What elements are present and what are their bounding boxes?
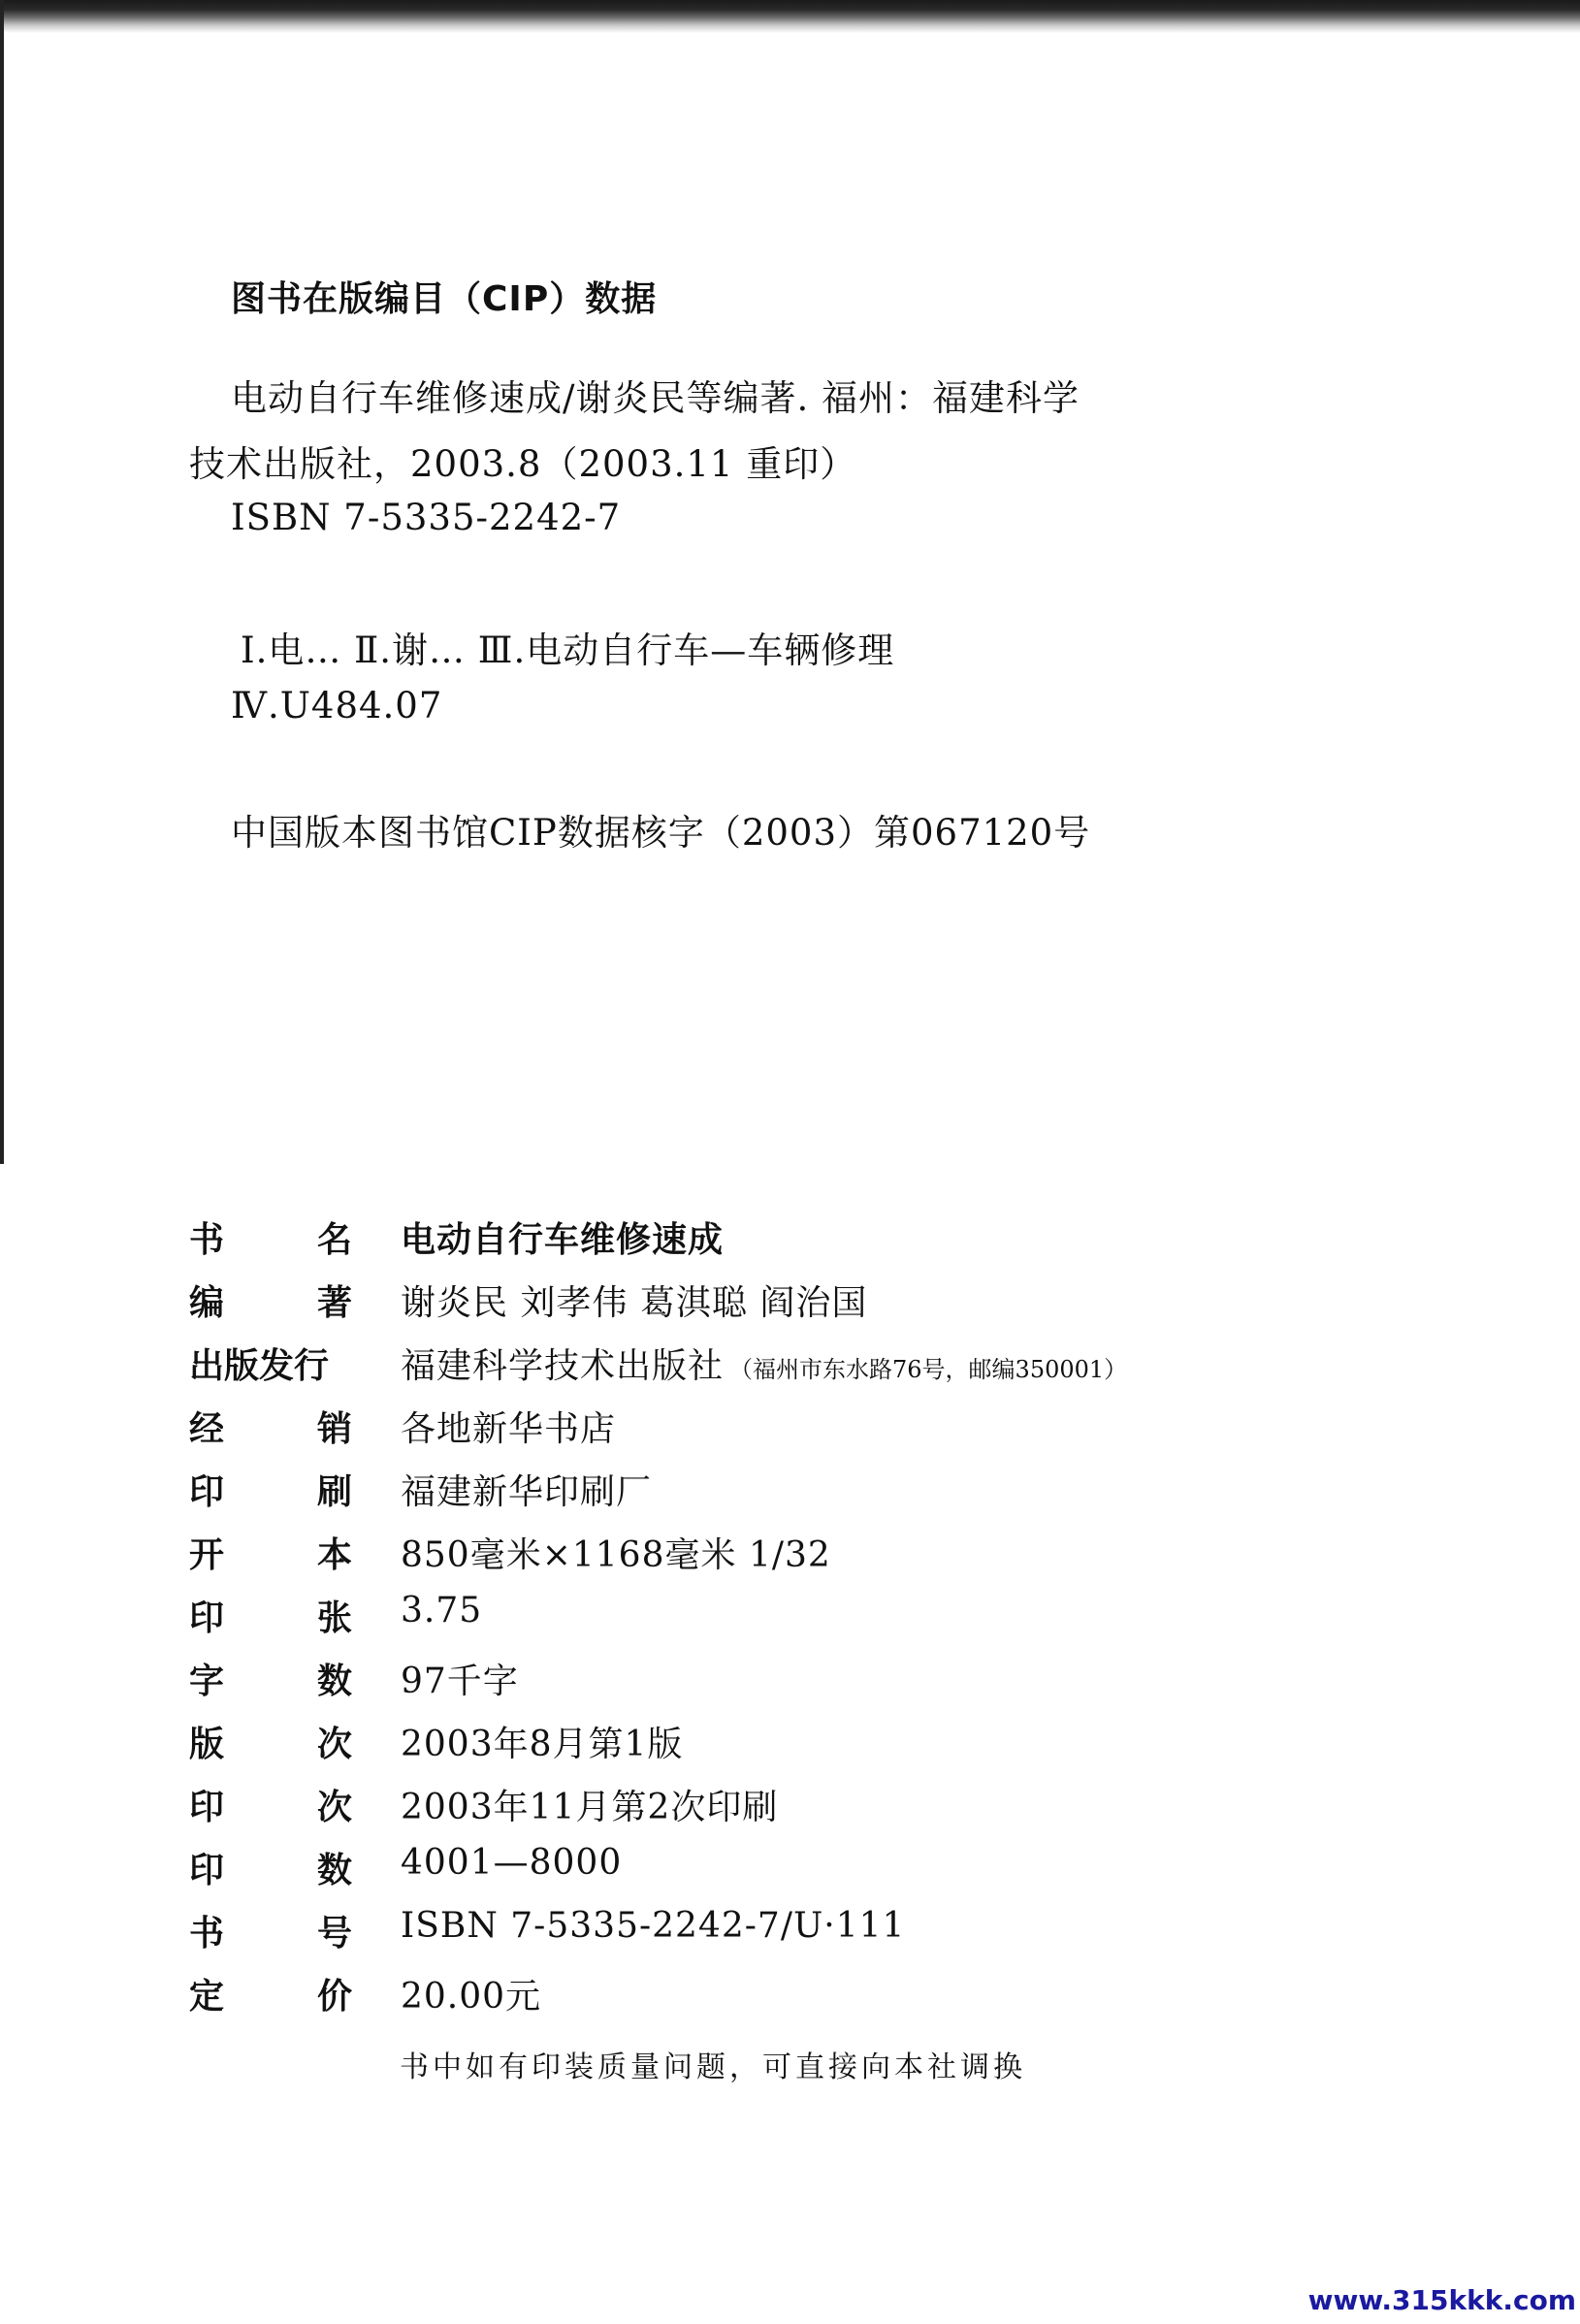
info-label-char: 印	[189, 1851, 225, 1890]
cip-publisher-line: 技术出版社，2003.8（2003.11 重印）	[189, 443, 857, 485]
info-row-publisher	[189, 1339, 1450, 1397]
cip-classification-number: Ⅳ.U484.07	[231, 685, 443, 726]
info-label	[189, 1402, 352, 1451]
info-label-char: 著	[316, 1283, 352, 1323]
info-label-char: 销	[316, 1409, 352, 1449]
info-value: 850毫米×1168毫米 1/32	[401, 1535, 831, 1575]
info-row-wordcount	[189, 1654, 1450, 1712]
info-label-char: 书	[189, 1220, 225, 1260]
info-label	[189, 1591, 352, 1640]
info-row-distributor	[189, 1402, 1450, 1460]
info-label	[189, 1969, 352, 2018]
info-value: 电动自行车维修速成	[401, 1220, 725, 1260]
scan-edge-left	[0, 0, 4, 1164]
info-row-print-run	[189, 1843, 1450, 1901]
info-row-printer	[189, 1465, 1450, 1523]
scan-edge-top	[0, 0, 1580, 33]
cip-heading: 图书在版编目（CIP）数据	[231, 279, 658, 319]
info-label-char: 号	[316, 1914, 352, 1953]
watermark-url: www.315kkk.com	[1307, 2284, 1576, 2316]
info-row-edition	[189, 1717, 1450, 1775]
info-label-char: 经	[189, 1409, 225, 1449]
quality-notice: 书中如有印装质量问题，可直接向本社调换	[400, 2050, 1026, 2084]
info-label	[189, 1212, 352, 1262]
info-label	[189, 1275, 352, 1325]
info-value: 97千字	[401, 1662, 519, 1701]
cip-isbn: ISBN 7-5335-2242-7	[231, 497, 622, 538]
info-label-char: 版	[189, 1725, 225, 1764]
info-label	[189, 1465, 352, 1514]
info-value: 福建新华印刷厂	[401, 1472, 653, 1512]
info-value: 4001—8000	[401, 1843, 623, 1883]
info-label-char: 本	[316, 1535, 352, 1575]
info-label-char: 定	[189, 1977, 225, 2017]
info-value: 各地新华书店	[401, 1409, 617, 1449]
info-row-sheets	[189, 1591, 1450, 1649]
info-label-char: 印	[189, 1472, 225, 1512]
info-value: 2003年11月第2次印刷	[401, 1788, 779, 1827]
info-label	[189, 1654, 352, 1703]
info-label-char: 次	[316, 1725, 352, 1764]
info-label: 出版发行	[189, 1346, 330, 1386]
info-row-price	[189, 1969, 1450, 2027]
info-label-char: 印	[189, 1788, 225, 1827]
info-row-printing	[189, 1780, 1450, 1838]
info-label	[189, 1780, 352, 1829]
info-label	[189, 1528, 352, 1577]
info-label-char: 印	[189, 1598, 225, 1638]
info-value: ISBN 7-5335-2242-7/U·111	[401, 1906, 906, 1946]
info-label-char: 开	[189, 1535, 225, 1575]
info-label-char: 价	[316, 1977, 352, 2017]
info-label-char: 数	[316, 1662, 352, 1701]
info-label-char: 数	[316, 1851, 352, 1890]
info-label-char: 张	[316, 1598, 352, 1638]
info-label	[189, 1906, 352, 1955]
info-row-book-number	[189, 1906, 1450, 1964]
info-label-char: 次	[316, 1788, 352, 1827]
info-row-authors	[189, 1275, 1450, 1334]
info-value: 谢炎民 刘孝伟 葛淇聪 阎治国	[401, 1283, 868, 1323]
info-row-format	[189, 1528, 1450, 1586]
info-label-char: 字	[189, 1662, 225, 1701]
info-label-char: 名	[316, 1220, 352, 1260]
cip-verification: 中国版本图书馆CIP数据核字（2003）第067120号	[231, 812, 1091, 854]
info-label	[189, 1717, 352, 1766]
publisher-address: （福州市东水路76号，邮编350001）	[729, 1356, 1128, 1383]
publisher-name: 福建科学技术出版社	[401, 1346, 725, 1386]
info-value: 2003年8月第1版	[401, 1725, 684, 1764]
info-label-char: 编	[189, 1283, 225, 1323]
info-label-char: 书	[189, 1914, 225, 1953]
info-value: 20.00元	[401, 1977, 542, 2017]
info-value	[401, 1339, 1127, 1388]
cip-classification: Ⅰ.电… Ⅱ.谢… Ⅲ.电动自行车—车辆修理	[241, 629, 895, 671]
info-label	[189, 1843, 352, 1892]
info-label-char: 刷	[316, 1472, 352, 1512]
info-value: 3.75	[401, 1591, 483, 1630]
info-row-title	[189, 1212, 1450, 1271]
cip-title-line: 电动自行车维修速成/谢炎民等编著. 福州：福建科学	[231, 377, 1080, 419]
